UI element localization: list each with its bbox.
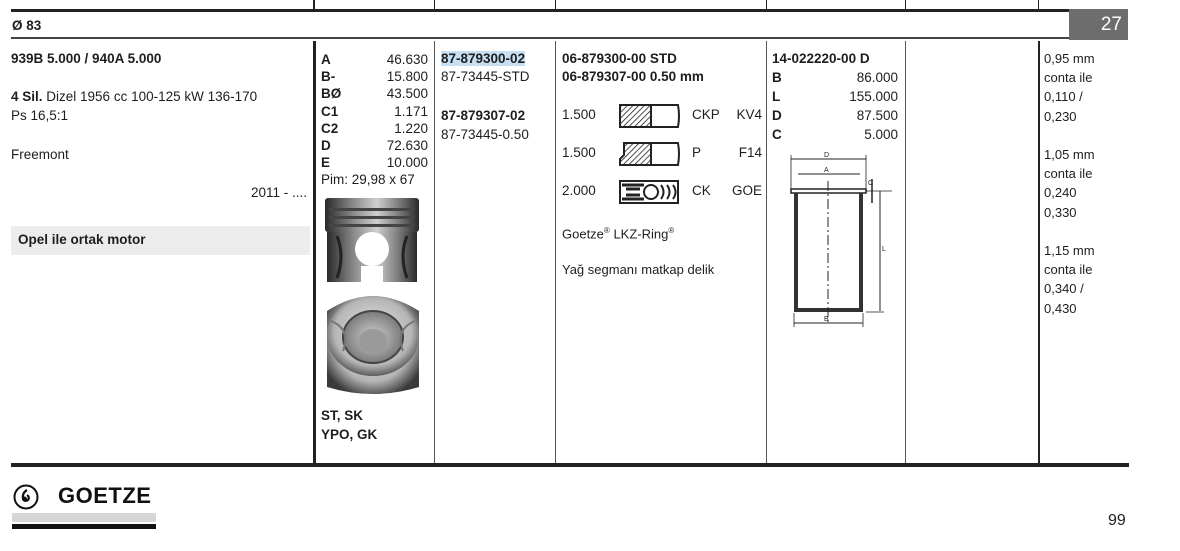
page-number: 99 [1108,512,1126,529]
ring-row [562,179,762,205]
engine-spec-line2: Ps 16,5:1 [11,108,69,123]
column-divider [905,41,906,465]
piston-rings-column [556,41,764,465]
ring-type: CKP [692,107,720,122]
dim-row: C2 1.220 [321,120,428,136]
ring-code: GOE [731,183,762,198]
ring-width: 1.500 [562,107,596,122]
gasket-line: 0,110 / [1044,89,1083,105]
ring-code: KV4 [736,107,762,122]
goetze-emblem-icon [12,483,42,511]
ring-row [562,141,762,167]
ring-type: CK [692,183,711,198]
logo-black-bar [12,524,156,529]
cylinder-liner-column [772,41,900,465]
production-years: 2011 - .... [250,185,307,200]
ring-row [562,103,762,129]
dim-row: E 10.000 [321,155,428,171]
svg-text:A: A [824,167,829,174]
ring-width: 1.500 [562,145,596,160]
gasket-line: conta ile [1044,70,1093,86]
gasket-line: 0,330 [1044,204,1077,220]
dim-row: D 72.630 [321,138,428,154]
column-divider [1038,41,1040,465]
engine-codes: 939B 5.000 / 940A 5.000 [11,51,162,66]
gasket-line: 0,430 [1044,300,1077,316]
gasket-spacer [1044,126,1095,145]
gasket-spacer [1044,222,1095,241]
dim-row: C1 1.171 [321,103,428,119]
ring-code: F14 [738,145,762,160]
svg-text:C: C [868,180,874,187]
ring-type: P [692,145,702,160]
gasket-line: 1,15 mm [1044,243,1095,258]
liner-dim-row: B 86.000 [772,70,898,85]
liner-dim-row: D 87.500 [772,108,898,123]
gasket-line: 0,230 [1044,108,1077,124]
column-divider [766,41,767,465]
liner-diagram [782,151,892,331]
bore-diameter: Ø 83 [12,18,42,33]
piston-part-oversize: 87-879307-02 [441,108,526,123]
ring-brand-note: Goetze® LKZ-Ring® [562,226,675,242]
oil-ring-note: Yağ segmanı matkap delik [562,262,715,277]
piston-side-image [323,196,423,286]
gasket-line: 1,05 mm [1044,147,1095,162]
pin-size: Pim: 29,98 x 67 [321,172,415,188]
logo-gray-bar [12,513,156,522]
piston-features-line1: ST, SK [321,408,364,423]
gasket-line: conta ile [1044,262,1093,278]
compression-ring-rect-icon [618,103,682,129]
gasket-line: 0,340 / [1044,281,1084,297]
gasket-line: 0,240 [1044,185,1077,201]
piston-ref-std: 87-73445-STD [441,69,530,84]
piston-part-std[interactable]: 87-879300-02 [441,51,526,66]
ring-set-oversize: 06-879307-00 0.50 mm [562,69,704,84]
column-divider [313,41,316,465]
ring-set-std: 06-879300-00 STD [562,51,677,66]
section-header [11,9,1128,39]
engine-spec-line1: Dizel 1956 cc 100-125 kW 136-170 [46,89,258,104]
shared-engine-note [11,226,310,255]
engine-spec [11,87,257,106]
svg-text:D: D [824,152,830,159]
svg-text:B: B [824,316,829,323]
oil-control-ring-icon [618,179,682,205]
head-gasket-column [1044,41,1129,465]
group-number-badge: 27 [1069,9,1128,40]
piston-dimensions-column [321,41,428,465]
liner-dim-row: C 5.000 [772,127,898,142]
cylinder-count: 4 Sil. [11,89,43,104]
piston-parts-column [441,41,551,465]
svg-text:L: L [882,246,886,253]
column-divider [434,41,435,465]
scraper-ring-icon [618,141,682,167]
gasket-line: 0,95 mm [1044,51,1095,66]
dim-row: BØ 43.500 [321,86,428,102]
dim-row: B- 15.800 [321,69,428,85]
dim-row: A 46.630 [321,52,428,67]
piston-top-image [323,291,423,396]
piston-features-line2: YPO, GK [321,427,378,442]
ring-width: 2.000 [562,183,596,198]
gasket-line: conta ile [1044,166,1093,182]
shared-engine-note-text: Opel ile ortak motor [18,232,146,247]
vehicle-model: Freemont [11,147,69,162]
liner-part: 14-022220-00 D [772,51,870,66]
liner-dim-row: L 155.000 [772,89,898,104]
brand-name: GOETZE [58,483,152,508]
piston-ref-oversize: 87-73445-0.50 [441,127,529,142]
